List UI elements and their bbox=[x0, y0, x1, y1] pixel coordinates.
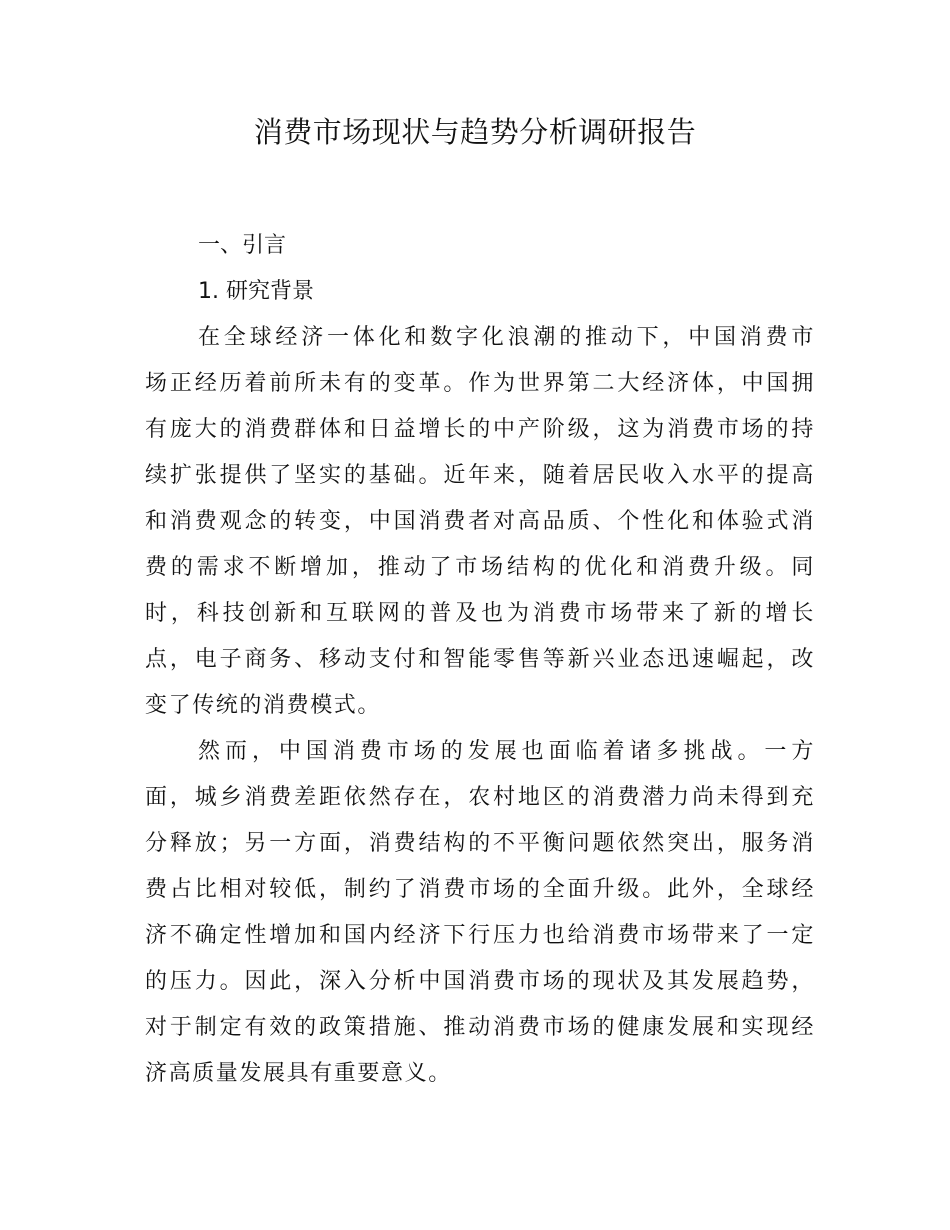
paragraph-1-line: 有庞大的消费群体和日益增长的中产阶级，这为消费市场的持 bbox=[145, 417, 815, 442]
document-title: 消费市场现状与趋势分析调研报告 bbox=[253, 115, 697, 149]
section-heading: 一、引言 bbox=[198, 233, 287, 258]
paragraph-2-line: 济高质量发展具有重要意义。 bbox=[145, 1061, 452, 1086]
paragraph-2-line: 面，城乡消费差距依然存在，农村地区的消费潜力尚未得到充 bbox=[145, 785, 815, 810]
paragraph-2-line: 然而，中国消费市场的发展也面临着诸多挑战。一方 bbox=[198, 739, 815, 764]
paragraph-2-line: 的压力。因此，深入分析中国消费市场的现状及其发展趋势， bbox=[145, 969, 815, 994]
paragraph-1-line: 费的需求不断增加，推动了市场结构的优化和消费升级。同 bbox=[145, 555, 815, 580]
paragraph-1-line: 场正经历着前所未有的变革。作为世界第二大经济体，中国拥 bbox=[145, 371, 815, 396]
sub-heading: 1. 研究背景 bbox=[198, 279, 314, 304]
paragraph-1-line: 和消费观念的转变，中国消费者对高品质、个性化和体验式消 bbox=[145, 509, 815, 534]
paragraph-1-line: 变了传统的消费模式。 bbox=[145, 693, 382, 718]
paragraph-1-line: 在全球经济一体化和数字化浪潮的推动下，中国消费市 bbox=[198, 325, 815, 350]
paragraph-2-line: 对于制定有效的政策措施、推动消费市场的健康发展和实现经 bbox=[145, 1015, 815, 1040]
paragraph-2-line: 分释放；另一方面，消费结构的不平衡问题依然突出，服务消 bbox=[145, 831, 815, 856]
paragraph-1-line: 点，电子商务、移动支付和智能零售等新兴业态迅速崛起，改 bbox=[145, 647, 815, 672]
paragraph-1-line: 时，科技创新和互联网的普及也为消费市场带来了新的增长 bbox=[145, 601, 815, 626]
paragraph-1-line: 续扩张提供了坚实的基础。近年来，随着居民收入水平的提高 bbox=[145, 463, 815, 488]
paragraph-2-line: 济不确定性增加和国内经济下行压力也给消费市场带来了一定 bbox=[145, 923, 815, 948]
paragraph-2-line: 费占比相对较低，制约了消费市场的全面升级。此外，全球经 bbox=[145, 877, 815, 902]
